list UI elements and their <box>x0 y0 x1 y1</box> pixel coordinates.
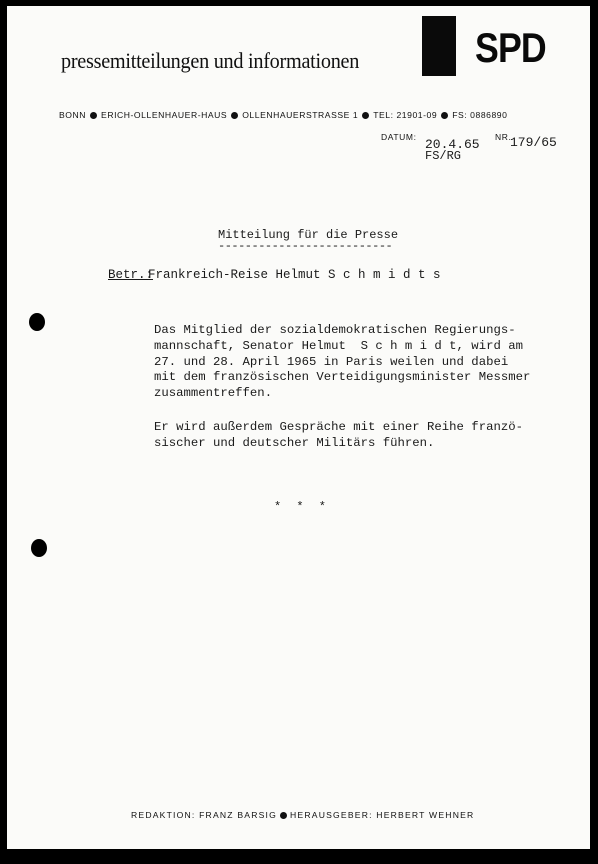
subject-label: Betr.: <box>108 268 154 282</box>
heading-underline: -------------------------- <box>218 239 393 253</box>
author-initials: FS/RG <box>425 149 462 163</box>
punch-hole-top <box>29 313 45 331</box>
subject-text: Frankreich-Reise Helmut S c h m i d t s <box>148 268 441 282</box>
punch-hole-bottom <box>31 539 47 557</box>
bullet-icon <box>441 112 448 119</box>
bullet-icon <box>280 812 287 819</box>
paragraph-1: Das Mitglied der sozialdemokratischen Regierungs- mannschaft, Senator Helmut S c h m i d t, wird am 27. und 28. April 1965 in Paris weilen und dabei mit dem französischen Verteidigungsminister Messmer zusammentreffen. <box>154 323 531 401</box>
address-fs: FS: 0886890 <box>452 110 508 120</box>
press-release-page <box>7 6 590 849</box>
letterhead-title: pressemitteilungen und informationen <box>61 48 360 73</box>
number-label: NR. <box>495 132 512 142</box>
footer-herausgeber: HERAUSGEBER: HERBERT WEHNER <box>290 810 475 820</box>
press-heading: Mitteilung für die Presse <box>218 228 399 242</box>
date-label: DATUM: <box>381 132 417 142</box>
paragraph-2: Er wird außerdem Gespräche mit einer Reihe franzö- sischer und deutscher Militärs führen. <box>154 420 523 450</box>
address-tel: TEL: 21901-09 <box>373 110 438 120</box>
spd-logo: SPD <box>475 24 546 71</box>
address-line <box>59 110 507 120</box>
date-value: 20.4.65 <box>425 137 480 152</box>
address-street: OLLENHAUERSTRASSE 1 <box>242 110 359 120</box>
footer-redaktion: REDAKTION: FRANZ BARSIG <box>131 810 278 820</box>
logo-bar <box>422 16 456 76</box>
bullet-icon <box>362 112 369 119</box>
bullet-icon <box>231 112 238 119</box>
footer-line <box>131 810 474 820</box>
bullet-icon <box>90 112 97 119</box>
address-building: ERICH-OLLENHAUER-HAUS <box>101 110 228 120</box>
address-city: BONN <box>59 110 87 120</box>
number-value: 179/65 <box>510 135 557 150</box>
closing-stars: * * * <box>274 500 331 514</box>
